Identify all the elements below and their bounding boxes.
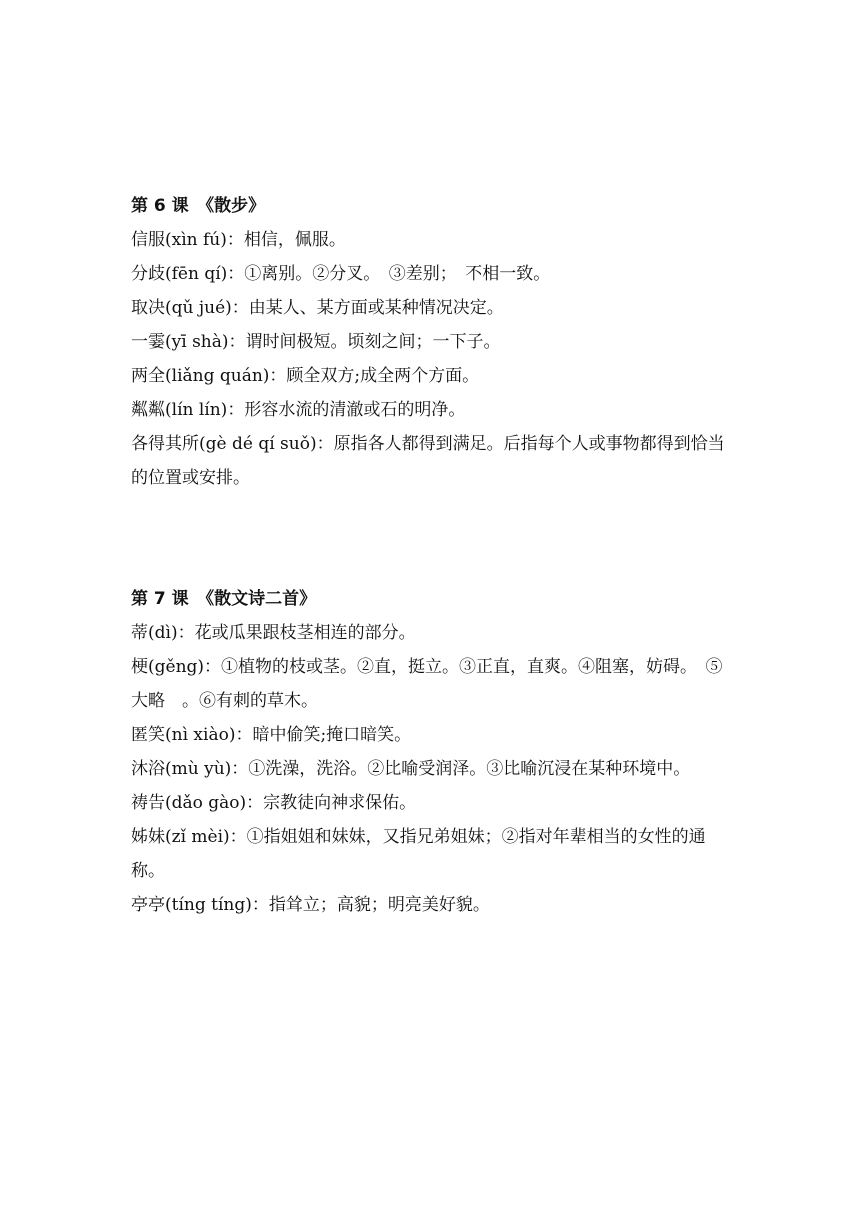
vocab-entry-liangquan: 两全(liǎng quán)：顾全双方;成全两个方面。 <box>131 366 480 386</box>
lesson-7-section <box>131 582 736 922</box>
lesson-6-heading: 第 6 课 《散步》 <box>131 196 266 216</box>
lesson-6-section <box>131 189 736 495</box>
vocab-entry-gedeqisuo: 各得其所(gè dé qí suǒ)：原指各人都得到满足。后指每个人或事物都得到恰当的位置或安排。 <box>131 434 725 488</box>
vocab-entry-linlin: 粼粼(lín lín)：形容水流的清澈或石的明净。 <box>131 400 466 420</box>
vocab-entry-muyu: 沐浴(mù yù)：①洗澡，洗浴。②比喻受润泽。③比喻沉浸在某种环境中。 <box>131 759 691 779</box>
vocab-entry-fenqi: 分歧(fēn qí)：①离别。②分叉。 ③差别； 不相一致。 <box>131 264 551 284</box>
vocab-entry-daogao: 祷告(dǎo gào)：宗教徒向神求保佑。 <box>131 793 417 813</box>
vocab-entry-yisha: 一霎(yī shà)：谓时间极短。顷刻之间；一下子。 <box>131 332 501 352</box>
vocab-entry-zimei: 姊妹(zǐ mèi)：①指姐姐和妹妹，又指兄弟姐妹；②指对年辈相当的女性的通称。 <box>131 827 706 881</box>
vocab-entry-geng: 梗(gěng)：①植物的枝或茎。②直，挺立。③正直，直爽。④阻塞，妨碍。 ⑤大略 。⑥有刺的草木。 <box>131 657 723 711</box>
vocab-entry-qujue: 取决(qǔ jué)：由某人、某方面或某种情况决定。 <box>131 298 504 318</box>
vocab-entry-di: 蒂(dì)：花或瓜果跟枝茎相连的部分。 <box>131 623 416 643</box>
document-page <box>131 189 736 922</box>
vocab-entry-xinfu: 信服(xìn fú)：相信，佩服。 <box>131 230 346 250</box>
lesson-7-heading: 第 7 课 《散文诗二首》 <box>131 589 317 609</box>
vocab-entry-tingting: 亭亭(tíng tíng)：指耸立；高貌；明亮美好貌。 <box>131 895 490 915</box>
vocab-entry-nixiao: 匿笑(nì xiào)：暗中偷笑;掩口暗笑。 <box>131 725 412 745</box>
